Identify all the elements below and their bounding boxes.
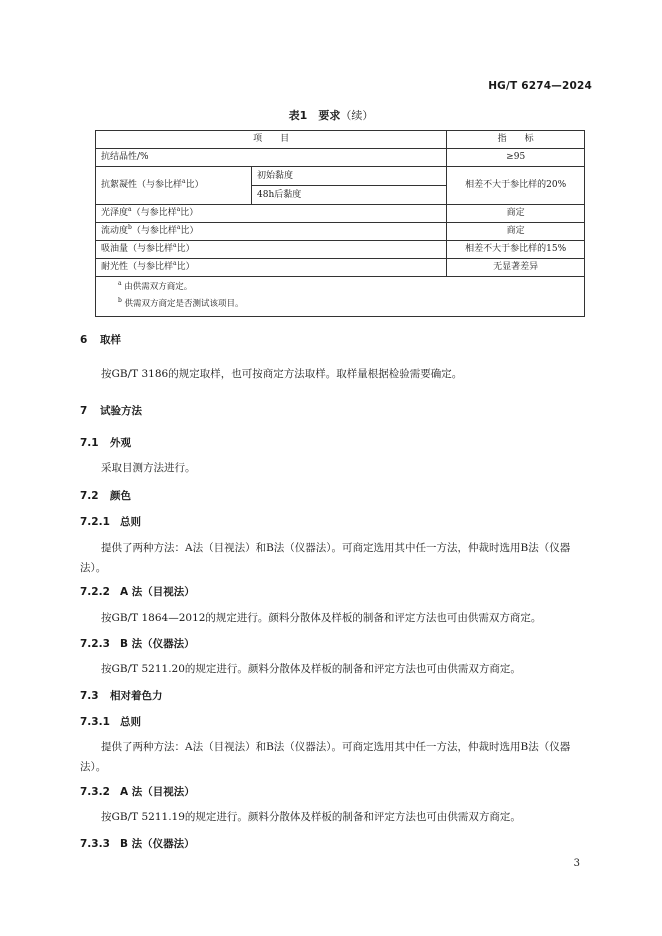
section-heading-7-2: 7.2 颜色 [80,490,131,502]
section-heading-7-3-2: 7.3.2 A 法（目视法） [80,786,195,798]
column-header-index: 指 标 [447,131,585,149]
requirements-table [95,130,585,317]
row-item: 光泽度$^a$（与参比样$^a$比） [96,205,447,223]
row-item: 吸油量（与参比样$^a$比） [96,241,447,259]
table-header-row [96,131,585,149]
table-notes-row [96,277,585,317]
section-text-7-1: 采取目测方法进行。 [101,462,196,474]
column-header-item: 项 目 [96,131,447,149]
table-row [96,259,585,277]
table-notes [96,277,585,317]
section-heading-7-3-1: 7.3.1 总则 [80,716,141,728]
section-heading-7-3-3: 7.3.3 B 法（仪器法） [80,838,195,850]
section-text-6: 按GB/T 3186的规定取样，也可按商定方法取样。取样量根据检验需要确定。 [101,368,463,380]
row-subitem: 初始黏度 [252,167,447,186]
page-number: 3 [573,858,580,869]
row-value: 无显著差异 [447,259,585,277]
table-row [96,241,585,259]
row-item: 流动度$^b$（与参比样$^a$比） [96,223,447,241]
section-heading-6: 6 取样 [80,334,121,346]
section-heading-7-2-2: 7.2.2 A 法（目视法） [80,586,195,598]
section-heading-7-2-1: 7.2.1 总则 [80,516,141,528]
table-row [96,167,585,186]
row-value: 相差不大于参比样的20% [447,167,585,205]
row-subitem: 48h后黏度 [252,186,447,205]
row-value: 商定 [447,223,585,241]
table-row [96,223,585,241]
table-title: 表1 要求（续） [288,109,374,122]
section-heading-7-2-3: 7.2.3 B 法（仪器法） [80,638,195,650]
row-value: 商定 [447,205,585,223]
section-heading-7: 7 试验方法 [80,405,142,417]
row-value: 相差不大于参比样的15% [447,241,585,259]
note-a: $^a$ 由供需双方商定。 [118,280,193,292]
section-text-7-3-2: 按GB/T 5211.19的规定进行。颜料分散体及样板的制备和评定方法也可由供需双方商定。 [101,811,521,823]
table-row [96,205,585,223]
section-text-7-3-1: 提供了两种方法：A法（目视法）和B法（仪器法）。可商定选用其中任一方法，仲裁时选用B法（仪器法）。 [80,741,571,773]
section-heading-7-1: 7.1 外观 [80,437,131,449]
standard-number: HG/T 6274—2024 [488,80,592,92]
section-text-7-2-1: 提供了两种方法：A法（目视法）和B法（仪器法）。可商定选用其中任一方法，仲裁时选用B法（仪器法）。 [80,542,571,574]
table-row [96,149,585,167]
note-b: $^b$ 供需双方商定是否测试该项目。 [118,297,244,309]
section-text-7-2-2: 按GB/T 1864—2012的规定进行。颜料分散体及样板的制备和评定方法也可由供需双方商定。 [101,612,542,624]
row-item: 抗结晶性/% [96,149,447,167]
row-value: ≥95 [447,149,585,167]
section-text-7-2-3: 按GB/T 5211.20的规定进行。颜料分散体及样板的制备和评定方法也可由供需双方商定。 [101,663,521,675]
section-heading-7-3: 7.3 相对着色力 [80,690,163,702]
row-item: 耐光性（与参比样$^a$比） [96,259,447,277]
row-item: 抗絮凝性（与参比样$^a$比） [96,167,252,205]
